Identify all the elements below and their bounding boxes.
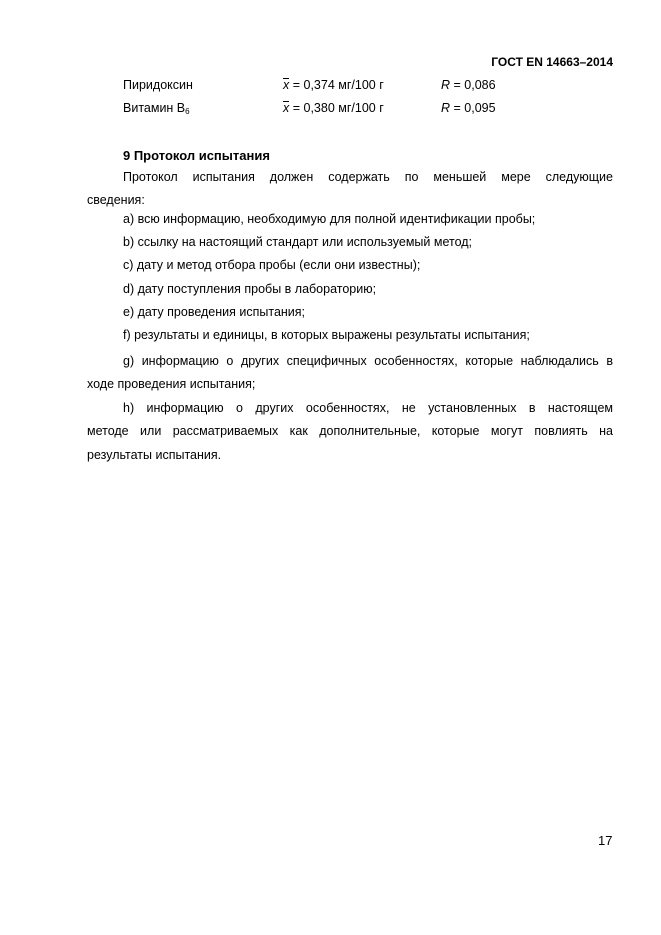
list-item [87,397,613,467]
list-item: c) дату и метод отбора пробы (если они известны); [123,258,421,272]
item-line: ходе проведения испытания; [87,377,256,392]
document-header: ГОСТ EN 14663–2014 [491,55,613,69]
list-item [87,350,613,397]
vitamin-name: Пиридоксин [123,78,193,92]
vitamin-name: Витамин $В_6$ [123,101,190,116]
section-title: 9 Протокол испытания [123,148,270,163]
reproducibility-value: R = 0,095 [441,101,496,115]
intro-line: Протокол испытания должен содержать по меньшей мере следующие [123,170,613,184]
list-item: f) результаты и единицы, в которых выражены результаты испытания; [123,328,530,342]
reproducibility-value: R = 0,086 [441,78,496,92]
mean-value: x = 0,374 мг/100 г [283,78,384,92]
item-line: результаты испытания. [87,447,222,462]
list-item: a) всю информацию, необходимую для полной идентификации пробы; [123,212,536,226]
list-item: d) дату поступления пробы в лабораторию; [123,282,377,296]
list-item: e) дату проведения испытания; [123,305,306,319]
item-line: h) информацию о других особенностях, не установленных в настоящем [123,401,613,415]
page-number: 17 [598,833,613,848]
mean-value: x = 0,380 мг/100 г [283,101,384,115]
intro-paragraph [87,166,613,213]
item-line: g) информацию о других специфичных особенностях, которые наблюдались в [123,354,613,368]
item-line: методе или рассматриваемых как дополнительные, которые могут повлиять на [87,424,613,439]
list-item: b) ссылку на настоящий стандарт или используемый метод; [123,235,473,249]
intro-line: сведения: [87,193,145,208]
